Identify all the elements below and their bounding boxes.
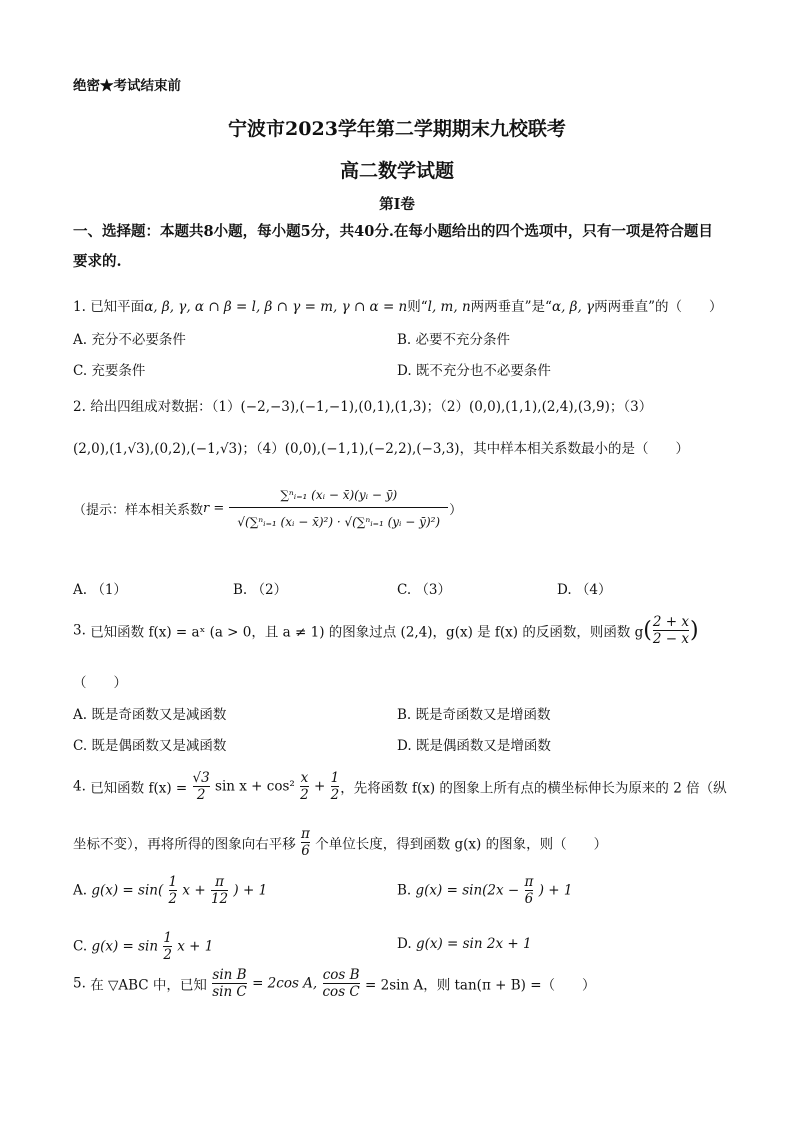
- option-c: C. 充要条件: [73, 363, 146, 379]
- question-2-line-2: (2,0),(1,√3),(0,2),(−1,√3)；（4）(0,0),(−1,1),(−2,2),(−3,3)，其中样本相关系数最小的是（ ）: [73, 441, 690, 457]
- fraction-numerator: x: [300, 770, 309, 786]
- fraction: [300, 770, 309, 803]
- question-stem-text: 两两垂直”是“: [470, 299, 552, 315]
- question-stem-math: α, β, γ, α ∩ β = l, β ∩ γ = m, γ ∩ α = n: [144, 299, 408, 315]
- exam-subtitle: 高二数学试题: [339, 160, 454, 182]
- fraction: [525, 874, 534, 907]
- question-number: 1.: [73, 299, 86, 315]
- question-stem-text: 已知函数 f(x) = aˣ (a > 0，且 a ≠ 1) 的图象过点 (2,4)，g(x) 是 f(x) 的反函数，则函数 g: [90, 624, 644, 641]
- fraction-denominator: 2: [168, 891, 178, 907]
- option-d: D. （4）: [557, 582, 612, 598]
- fraction: [653, 614, 689, 647]
- fraction-denominator: sin C: [212, 984, 247, 1000]
- option-d: D. 既不充分也不必要条件: [397, 363, 551, 379]
- question-2: [73, 395, 652, 415]
- question-stem-math: = 2cos A,: [252, 975, 318, 992]
- section-heading: 一、选择题：本题共8小题，每小题5分，共40分.在每小题给出的四个选项中，只有一项是符合题目要求的.: [73, 223, 713, 270]
- fraction-numerator: 1: [330, 770, 340, 786]
- question-stem-text: 已知平面: [90, 299, 145, 315]
- question-stem-text: 坐标不变），再将所得的图象向右平移: [73, 836, 296, 853]
- formula-numerator: ∑ⁿᵢ₌₁ (xᵢ − x̄)(yᵢ − ȳ): [280, 488, 398, 502]
- exam-title: 宁波市2023学年第二学期期末九校联考: [228, 118, 566, 140]
- option-label: A.: [73, 882, 88, 899]
- option-formula: x + 1: [177, 938, 214, 955]
- fraction: [212, 967, 247, 1000]
- fraction-numerator: π: [301, 826, 310, 842]
- option-c: C. （3）: [397, 582, 452, 598]
- option-b: B. 既是奇函数又是增函数: [397, 707, 551, 723]
- question-stem-text: 在 ▽ABC 中，已知: [90, 977, 207, 994]
- fraction-denominator: 6: [301, 843, 310, 859]
- question-stem-text: ，先将函数 f(x) 的图象上所有点的横坐标伸长为原来的 2 倍（纵: [340, 780, 727, 797]
- option-a: A. 既是奇函数又是减函数: [73, 707, 227, 723]
- fraction-numerator: 2 + x: [652, 614, 689, 630]
- hint-suffix: ）: [449, 503, 463, 518]
- fraction: [163, 930, 172, 963]
- fraction-denominator: 2: [300, 787, 309, 803]
- fraction-denominator: 2: [163, 947, 172, 963]
- question-stem-text: = 2sin A，则 tan(π + B) =（ ）: [365, 977, 596, 994]
- option-c: C. 既是偶函数又是减函数: [73, 738, 227, 754]
- question-stem-math: α, β, γ: [551, 299, 595, 315]
- question-4: [73, 770, 727, 803]
- question-number: 2.: [73, 399, 86, 415]
- question-number: 3.: [73, 622, 86, 639]
- confidential-label: 绝密★考试结束前: [73, 78, 181, 94]
- question-stem-text: 给出四组成对数据：（1）(−2,−3),(−1,−1),(0,1),(1,3)；（2）(0,0),(1,1),(2,4),(3,9)；（3）: [90, 399, 653, 415]
- question-stem-text: 个单位长度，得到函数 g(x) 的图象，则（ ）: [315, 836, 608, 853]
- option-b: B. 必要不充分条件: [397, 332, 511, 348]
- question-3: 3. 已知函数 f(x) = aˣ (a > 0，且 a ≠ 1) 的图象过点 (2,4)，g(x) 是 f(x) 的反函数，则函数 g( $\frac{2 + x}{2 - x}$ ): [73, 614, 699, 647]
- correlation-hint: （提示：样本相关系数r = $\frac{\text{∑ⁿᵢ₌₁ (xᵢ − x̄)(yᵢ − ȳ)}}{\text{√(∑ⁿᵢ₌₁ (xᵢ − x̄)²) · √(∑ⁿᵢ₌₁ (yᵢ − ȳ)²)}}$ ）: [73, 481, 462, 536]
- option-label: C.: [73, 938, 88, 955]
- question-1: [73, 295, 723, 315]
- fraction-denominator: 2 − x: [652, 631, 689, 647]
- hint-prefix: （提示：样本相关系数: [73, 503, 204, 518]
- option-a: [73, 874, 267, 907]
- question-stem-math: l, m, n: [427, 299, 471, 315]
- fraction-numerator: cos B: [322, 967, 360, 983]
- option-d: [397, 936, 532, 952]
- question-stem-text: sin x + cos²: [215, 778, 295, 795]
- option-label: B.: [397, 882, 412, 899]
- fraction: [331, 770, 340, 803]
- fraction-numerator: π: [215, 874, 224, 890]
- option-formula: ) + 1: [538, 882, 573, 899]
- option-formula: x +: [182, 882, 206, 899]
- fraction: [193, 770, 210, 803]
- formula-denominator: √(∑ⁿᵢ₌₁ (xᵢ − x̄)²) · √(∑ⁿᵢ₌₁ (yᵢ − ȳ)²): [229, 507, 448, 536]
- question-stem-text: 则“: [407, 299, 428, 315]
- fraction: [211, 874, 228, 907]
- option-a: A. （1）: [73, 582, 127, 598]
- option-d: D. 既是偶函数又是增函数: [397, 738, 551, 754]
- fraction-numerator: sin B: [212, 967, 247, 983]
- fraction-numerator: 1: [168, 874, 178, 890]
- fraction-denominator: 12: [210, 891, 229, 907]
- fraction: [323, 967, 360, 1000]
- option-formula: g(x) = sin(: [91, 882, 164, 899]
- question-number: 5.: [73, 975, 86, 992]
- fraction-numerator: π: [524, 874, 534, 890]
- option-label: D.: [397, 936, 412, 952]
- fraction-numerator: √3: [192, 770, 210, 786]
- fraction: [301, 826, 310, 859]
- fraction-denominator: 6: [524, 891, 534, 907]
- option-a: A. 充分不必要条件: [73, 332, 186, 348]
- question-stem-text: +: [314, 778, 326, 795]
- option-formula: g(x) = sin 2x + 1: [415, 936, 532, 952]
- correlation-formula: [229, 481, 448, 536]
- option-b: B. （2）: [233, 582, 288, 598]
- question-5: [73, 967, 596, 1000]
- option-formula: ) + 1: [233, 882, 268, 899]
- fraction: [169, 874, 178, 907]
- fraction-numerator: 1: [163, 930, 172, 946]
- question-4-line-2: [73, 826, 607, 859]
- question-stem-text: 已知函数 f(x) =: [90, 780, 188, 797]
- option-formula: g(x) = sin(2x −: [415, 882, 520, 899]
- volume-label: 第Ⅰ卷: [379, 196, 415, 213]
- fraction-denominator: cos C: [322, 984, 360, 1000]
- fraction-denominator: 2: [193, 786, 210, 803]
- question-3-line-2: （ ）: [73, 675, 127, 691]
- question-stem-text: 两两垂直”的（ ）: [594, 299, 723, 315]
- fraction-denominator: 2: [330, 787, 340, 803]
- option-formula: g(x) = sin: [91, 938, 159, 955]
- option-c: [73, 930, 213, 963]
- option-b: [397, 874, 572, 907]
- question-number: 4.: [73, 778, 86, 795]
